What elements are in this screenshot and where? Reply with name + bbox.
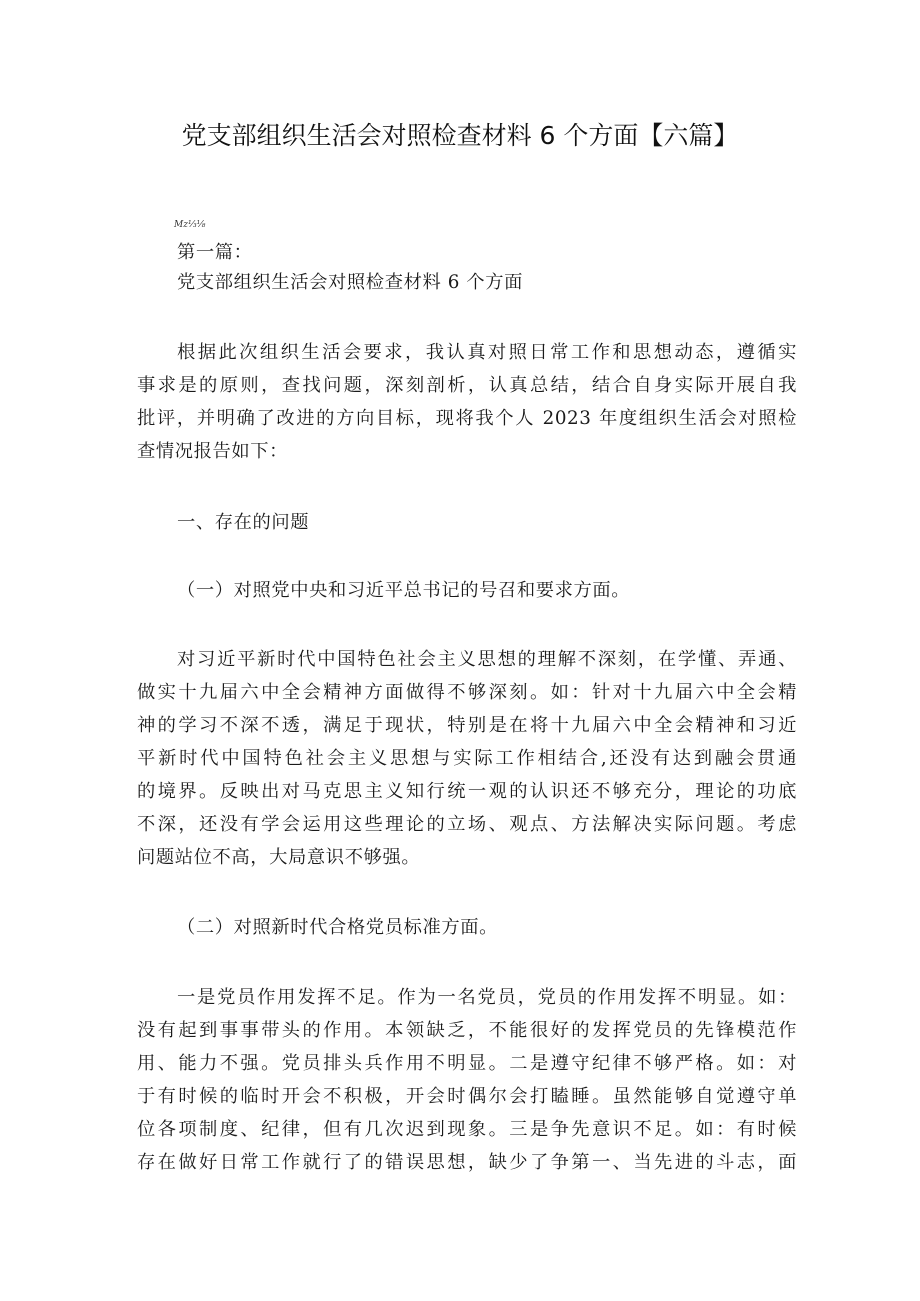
subsection-heading: （二）对照新时代合格党员标准方面。 [177, 917, 498, 938]
paragraph-line: 对习近平新时代中国特色社会主义思想的理解不深刻，在学懂、弄通、 [177, 649, 797, 670]
paragraph-line: 于有时候的临时开会不积极，开会时偶尔会打瞌睡。虽然能够自觉遵守单 [137, 1086, 797, 1107]
chapter-title: 党支部组织生活会对照检查材料 6 个方面 [177, 272, 524, 293]
paragraph-line: 做实十九届六中全会精神方面做得不够深刻。如：针对十九届六中全会精 [137, 682, 797, 703]
chapter-label: 第一篇： [177, 242, 253, 263]
paragraph-line: 神的学习不深不透，满足于现状，特别是在将十九届六中全会精神和习近 [137, 715, 797, 736]
paragraph-line: 不深，还没有学会运用这些理论的立场、观点、方法解决实际问题。考虑 [137, 814, 797, 835]
paragraph-line: 一是党员作用发挥不足。作为一名党员，党员的作用发挥不明显。如： [177, 987, 797, 1008]
paragraph-line: 的境界。反映出对马克思主义知行统一观的认识还不够充分，理论的功底 [137, 781, 797, 802]
subsection-heading: （一）对照党中央和习近平总书记的号召和要求方面。 [177, 580, 631, 601]
paragraph-line: 批评，并明确了改进的方向目标，现将我个人 2023 年度组织生活会对照检 [137, 408, 797, 429]
paragraph-line: 平新时代中国特色社会主义思想与实际工作相结合,还没有达到融会贯通 [137, 748, 797, 769]
paragraph-line: 没有起到事事带头的作用。本领缺乏，不能很好的发挥党员的先锋模范作 [137, 1020, 797, 1041]
paragraph-line: 事求是的原则，查找问题，深刻剖析，认真总结，结合自身实际开展自我 [137, 375, 797, 396]
small-mark: Mz⅓⅛ [174, 220, 206, 230]
paragraph-line: 查情况报告如下： [137, 441, 289, 462]
section-heading: 一、存在的问题 [177, 512, 310, 533]
paragraph-line: 问题站位不高，大局意识不够强。 [137, 847, 421, 868]
paragraph-line: 用、能力不强。党员排头兵作用不明显。二是遵守纪律不够严格。如：对 [137, 1053, 797, 1074]
document-title: 党支部组织生活会对照检查材料 6 个方面【六篇】 [181, 121, 739, 150]
paragraph-line: 根据此次组织生活会要求，我认真对照日常工作和思想动态，遵循实 [177, 342, 797, 363]
paragraph-line: 存在做好日常工作就行了的错误思想，缺少了争第一、当先进的斗志，面 [137, 1152, 797, 1173]
paragraph-line: 位各项制度、纪律，但有几次迟到现象。三是争先意识不足。如：有时候 [137, 1119, 797, 1140]
